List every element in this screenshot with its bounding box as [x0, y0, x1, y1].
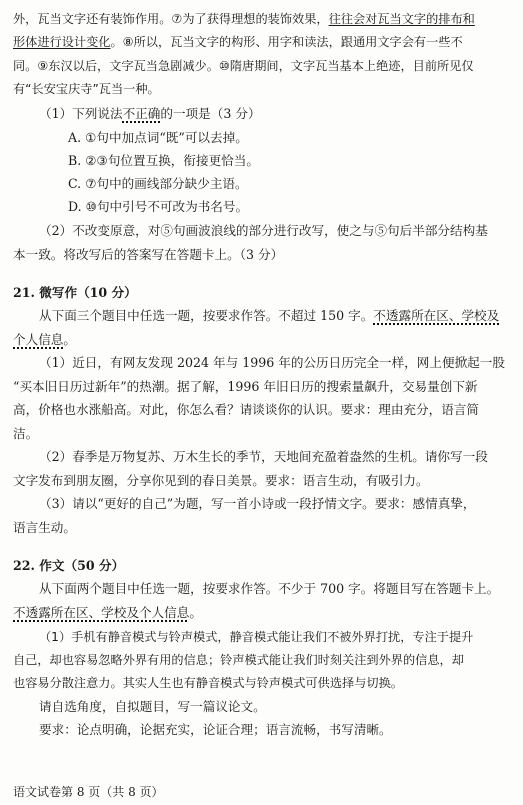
section-21-title: 21. 微写作（10 分）	[13, 285, 137, 300]
s22-emphasis: 不透露所在区、学校及个人信息	[13, 605, 190, 620]
q1-option-d: D. ⑩句中引号不可改为书名号。	[68, 199, 249, 214]
section-22-title: 22. 作文（50 分）	[13, 558, 125, 573]
s21-3-line-1: （3）请以“更好的自己”为题，写一首小诗或一段抒情文字。要求：感情真挚，	[39, 496, 476, 511]
passage-text: 外，瓦当文字还有装饰作用。⑦为了获得理想的装饰效果，	[13, 12, 329, 26]
s22-1-line-2: 自己，却也容易忽略外界有用的信息；铃声模式能让我们时刻关注到外界的信息，却	[13, 653, 464, 667]
q1-option-b: B. ②③句位置互换，衔接更恰当。	[68, 153, 259, 168]
underlined-sentence-end: 形体进行设计变化	[13, 35, 111, 49]
s21-3-line-2: 语言生动。	[13, 520, 76, 535]
s21-1-line-1: （1）近日，有网友发现 2024 年与 1996 年的公历日历完全一样，网上便掀起一股	[39, 355, 505, 370]
passage-line-4: 有“长安宝庆寺”瓦当一种。	[13, 82, 160, 96]
s22-1-line-3: 也容易分散注意力。其实人生也有静音模式与铃声模式可供选择与切换。	[13, 676, 403, 690]
q1-option-c: C. ⑦句中的画线部分缺少主语。	[68, 176, 248, 191]
q1-emphasis: 不正确	[122, 106, 161, 121]
s21-1-line-3: 高，价格也水涨船高。对此，你怎么看？请谈谈你的认识。要求：理由充分，语言简	[13, 402, 479, 417]
s22-1-line-1: （1）手机有静音模式与铃声模式，静音模式能让我们不被外界打扰，专注于提升	[39, 630, 474, 644]
s21-1-line-4: 洁。	[13, 426, 39, 441]
passage-text: 。⑧所以，瓦当文字的构形、用字和读法，跟通用文字会有一些不	[110, 35, 463, 49]
passage-line-2	[13, 35, 463, 49]
s22-1-line-5: 要求：论点明确，论据充实，论证合理；语言流畅，书写清晰。	[39, 722, 392, 737]
s21-2-line-1: （2）春季是万物复苏、万木生长的季节，天地间充盈着盎然的生机。请你写一段	[39, 449, 488, 464]
passage-line-1	[13, 12, 475, 26]
q1-stem-text: 的一项是（3 分）	[160, 106, 261, 121]
passage-line-3: 同。⑨东汉以后，文字瓦当急剧减少。⑩隋唐期间，文字瓦当基本上绝迹，目前所见仅	[13, 59, 474, 73]
s22-1-line-4: 请自选角度，自拟题目，写一篇议论文。	[39, 699, 266, 714]
s21-intro	[39, 309, 499, 323]
q2-line-1: （2）不改变原意，对⑤句画波浪线的部分进行改写，使之与⑤句后半部分结构基	[39, 223, 488, 238]
q1-stem-text: （1）下列说法	[39, 106, 123, 121]
s22-intro-line-2	[13, 606, 202, 620]
q1-option-a: A. ①句中加点词“既”可以去掉。	[68, 130, 248, 145]
s21-1-line-2: “买本旧日历过新年”的热潮。据了解，1996 年旧日历的搜索量飙升，交易量创下新	[13, 379, 478, 394]
page-footer: 语文试卷第 8 页（共 8 页）	[13, 785, 164, 799]
s21-intro-cont	[13, 333, 76, 347]
s21-intro-text: 。	[63, 332, 76, 347]
s21-intro-text: 从下面三个题目中任选一题，按要求作答。不超过 150 字。	[39, 308, 374, 323]
q1-stem	[39, 107, 261, 121]
s22-intro-text: 。	[189, 605, 202, 620]
s21-emphasis: 不透露所在区、学校及	[373, 308, 500, 323]
s22-intro-line-1: 从下面两个题目中任选一题，按要求作答。不少于 700 字。将题目写在答题卡上。	[39, 581, 500, 596]
s21-emphasis: 个人信息	[13, 332, 64, 347]
underlined-sentence: 往往会对瓦当文字的排布和	[328, 12, 475, 26]
q2-line-2: 本一致。将改写后的答案写在答题卡上。（3 分）	[13, 247, 284, 262]
s21-2-line-2: 文字发布到朋友圈，分享你见到的春日美景。要求：语言生动，有吸引力。	[13, 473, 429, 488]
